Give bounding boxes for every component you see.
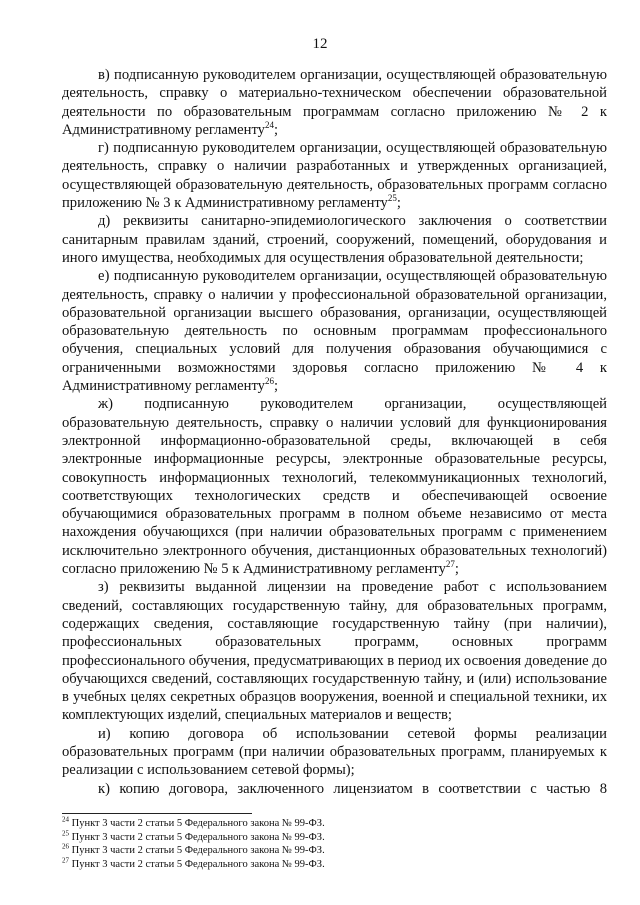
paragraph-tail: ; — [454, 561, 459, 578]
paragraph-zh — [62, 395, 607, 578]
document-body — [62, 66, 607, 798]
paragraph-text: к) копию договора, заключенного лицензиатом в соответствии с частью 8 — [98, 780, 607, 797]
paragraph-k — [62, 780, 607, 798]
footnote-26 — [62, 844, 607, 858]
footnote-number: 24 — [62, 815, 69, 824]
paragraph-v — [62, 66, 607, 139]
footnote-ref: 26 — [264, 376, 274, 387]
footnote-text: Пункт 3 части 2 статьи 5 Федерального закона № 99-ФЗ. — [69, 818, 325, 829]
paragraph-g — [62, 139, 607, 212]
footnote-text: Пункт 3 части 2 статьи 5 Федерального закона № 99-ФЗ. — [69, 831, 325, 843]
paragraph-tail: ; — [273, 121, 278, 138]
footnote-text: Пункт 3 части 2 статьи 5 Федерального закона № 99-ФЗ. — [69, 845, 325, 856]
paragraph-text: и) копию договора об использовании сетевой формы реализации образовательных программ (при наличии образовательных программ, планируемых к реализации с использованием сетевой формы); — [62, 725, 607, 779]
paragraph-d — [62, 212, 607, 267]
footnote-number: 26 — [62, 842, 69, 851]
paragraph-e — [62, 267, 607, 395]
footnote-ref: 27 — [445, 559, 455, 570]
paragraph-text: д) реквизиты санитарно-эпидемиологического заключения о соответствии санитарным правилам зданий, строений, сооружений, помещений, оборудования и иного имущества, необходимых для осуществления образовательной деятельности; — [62, 213, 607, 266]
footnote-24 — [62, 817, 607, 831]
paragraph-z — [62, 578, 607, 724]
paragraph-tail: ; — [273, 378, 278, 395]
paragraph-tail: ; — [396, 195, 401, 212]
footnotes — [62, 817, 607, 871]
paragraph-text: в) подписанную руководителем организации, осуществляющей образовательную деятельность, справку о материально-техническом обеспечении образовательной деятельности по образовательным программам согласно приложению № 2 к Административному регламенту — [62, 67, 607, 138]
paragraph-text: з) реквизиты выданной лицензии на проведение работ с использованием сведений, составляющих государственную тайну, для образовательных программ, содержащих сведения, составляющие государственную тайну (при наличии), профессиональных образовательных программ, основных программ профессионального обучения, предусматривающих в период их освоения доведение до обучающихся сведений, составляющих государственную тайну, и (или) использование в учебных целях секретных образцов вооружения, военной и специальной техники, их комплектующих изделий, специальных материалов и веществ; — [62, 579, 607, 724]
footnote-25 — [62, 831, 607, 845]
paragraph-text: г) подписанную руководителем организации, осуществляющей образовательную деятельность, справку о наличии разработанных и утвержденных организацией, осуществляющей образовательную деятельность, образовательных программ согласно приложению № 3 к Административному регламенту — [62, 140, 607, 212]
footnote-text: Пункт 3 части 2 статьи 5 Федерального закона № 99-ФЗ. — [69, 858, 325, 870]
footnote-ref: 24 — [264, 120, 274, 131]
footnote-number: 25 — [62, 829, 69, 837]
paragraph-text: ж) подписанную руководителем организации, осуществляющей образовательную деятельность, справку о наличии условий для функционирования электронной информационно-образовательной среды, включающей в себя электронные информационные ресурсы, электронные образовательные ресурсы, совокупность информационных технологий, телекоммуникационных технологий, соответствующих технологических средств и обеспечивающей освоение обучающимися образовательных программ в полном объеме независимо от места нахождения обучающихся (при наличии образовательных программ с применением исключительно электронного обучения, дистанционных образовательных технологий) согласно приложению № 5 к Административному регламенту — [62, 396, 607, 578]
page-number: 12 — [312, 36, 328, 52]
footnote-27 — [62, 858, 607, 872]
paragraph-i — [62, 725, 607, 780]
paragraph-text: е) подписанную руководителем организации, осуществляющей образовательную деятельность, справку о наличии у профессиональной образовательной организации, образовательной организации высшего образования, организации, осуществляющей образовательную деятельность по основным программам профессионального обучения, специальных условий для получения образования обучающимися с ограниченными возможностями здоровья согласно приложению № 4 к Административному регламенту — [62, 268, 607, 395]
footnote-ref: 25 — [387, 193, 397, 204]
footnote-number: 27 — [62, 856, 69, 864]
footnote-divider — [62, 813, 252, 814]
